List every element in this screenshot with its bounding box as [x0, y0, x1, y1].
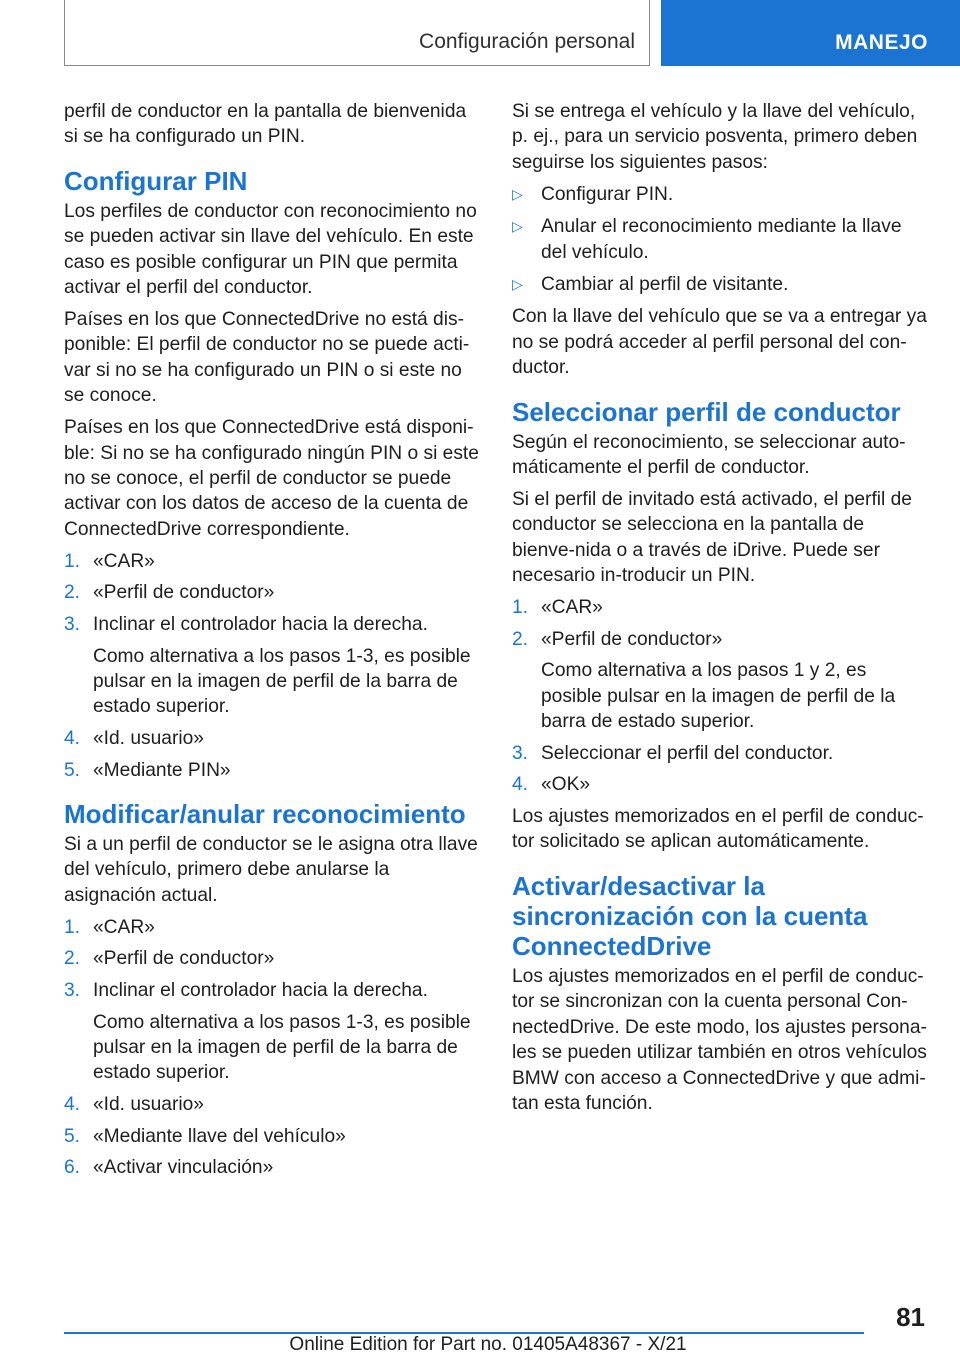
left-column — [64, 99, 482, 1187]
bullet-list — [512, 182, 930, 298]
heading-seleccionar-perfil: Seleccionar perfil de conductor — [512, 396, 901, 427]
paragraph: Los ajustes memorizados en el perfil de conduc‐tor solicitado se aplican automáticamente. — [512, 806, 924, 853]
heading-sincronizacion: Activar/desactivar la sincronización con la cuenta ConnectedDrive — [512, 870, 868, 961]
triangle-bullet-icon: ▷ — [512, 276, 523, 293]
step-item: 1. «CAR» — [512, 597, 603, 619]
heading-configurar-pin: Configurar PIN — [64, 165, 248, 196]
chapter-title: MANEJO — [835, 31, 928, 54]
header-section-box — [64, 0, 650, 66]
step-item: 4. «Id. usuario» — [64, 728, 204, 750]
step-item: 3. Seleccionar el perfil del conductor. — [512, 742, 834, 764]
triangle-bullet-icon: ▷ — [512, 185, 523, 202]
paragraph: Según el reconocimiento, se seleccionar auto‐máticamente el perfil de conductor. — [512, 431, 906, 479]
step-item: 1. «CAR» — [64, 550, 155, 572]
triangle-bullet-icon: ▷ — [512, 218, 523, 235]
step-item: 5. «Mediante PIN» — [64, 759, 231, 781]
step-item: 2. «Perfil de conductor» — [64, 582, 275, 604]
step-item: 5. «Mediante llave del vehículo» — [64, 1125, 346, 1147]
step-item: 4. «Id. usuario» — [64, 1094, 204, 1116]
steps-configurar-pin — [64, 549, 482, 783]
intro-paragraph: perfil de conductor en la pantalla de bienvenida si se ha configurado un PIN. — [64, 101, 467, 148]
paragraph: Los perfiles de conductor con reconocimiento no se pueden activar sin llave del vehículo. En este caso es posible configurar un PIN que permita activar el perfil del conductor. — [64, 200, 477, 299]
step-item: 3. Inclinar el controlador hacia la derecha. Como alternativa a los pasos 1‑3, es posible pulsar en la imagen de perfil de la barra de estado superior. — [64, 612, 482, 720]
bullet-item: ▷ Cambiar al perfil de visitante. — [512, 272, 930, 297]
heading-modificar-reconocimiento: Modificar/anular reconocimiento — [64, 799, 466, 830]
paragraph: Países en los que ConnectedDrive no está dis‐ponible: El perfil de conductor no se puede acti‐var si no se ha configurado un PIN o si este no se conoce. — [64, 309, 470, 407]
steps-modificar-reconocimiento — [64, 915, 482, 1181]
paragraph: Países en los que ConnectedDrive está disponi‐ble: Si no se ha configurado ningún PIN o si este no se conoce, el perfil de conductor se puede activar con los datos de acceso de la cuenta de ConnectedDrive correspondiente. — [64, 417, 479, 540]
paragraph: Los ajustes memorizados en el perfil de conduc‐tor se sincronizan con la cuenta personal Con‐nectedDrive. De este modo, los ajustes persona‐les se pueden utilizar también en otros vehículos BMW con acceso a ConnectedDrive y que admi‐tan esta función. — [512, 965, 927, 1114]
step-item: 4. «OK» — [512, 774, 591, 796]
steps-seleccionar-perfil — [512, 595, 930, 798]
step-note: Como alternativa a los pasos 1 y 2, es posible pulsar en la imagen de perfil de la barra de estado superior. — [541, 660, 896, 733]
paragraph: Si el perfil de invitado está activado, el perfil de conductor se selecciona en la pantalla de bienve‐nida o a través de iDrive. Puede ser necesario in‐troducir un PIN. — [512, 489, 912, 587]
step-item: 3. Inclinar el controlador hacia la derecha. Como alternativa a los pasos 1‑3, es posible pulsar en la imagen de perfil de la barra de estado superior. — [64, 978, 482, 1086]
step-note: Como alternativa a los pasos 1‑3, es posible pulsar en la imagen de perfil de la barra de estado superior. — [93, 1011, 471, 1084]
page-number: 81 — [896, 1302, 925, 1332]
edition-text: Online Edition for Part no. 01405A48367 - X/21 — [289, 1334, 687, 1355]
chapter-tab — [661, 0, 960, 66]
step-note: Como alternativa a los pasos 1‑3, es posible pulsar en la imagen de perfil de la barra de estado superior. — [93, 645, 471, 718]
intro-paragraph: Si se entrega el vehículo y la llave del vehículo, p. ej., para un servicio posventa, primero deben seguirse los siguientes pasos: — [512, 101, 918, 173]
step-item: 6. «Activar vinculación» — [64, 1157, 274, 1179]
bullet-item: ▷ Anular el reconocimiento mediante la llave del vehículo. — [512, 216, 902, 263]
step-item: 1. «CAR» — [64, 916, 155, 938]
paragraph: Con la llave del vehículo que se va a entregar ya no se podrá acceder al perfil personal del con‐ductor. — [512, 306, 927, 379]
step-item: 2. «Perfil de conductor» — [64, 948, 275, 970]
footer-edition — [0, 1334, 960, 1356]
paragraph: Si a un perfil de conductor se le asigna otra llave del vehículo, primero debe anularse la asignación actual. — [64, 834, 478, 906]
step-item: 2. «Perfil de conductor» Como alternativa a los pasos 1 y 2, es posible pulsar en la imagen de perfil de la barra de estado superior. — [512, 627, 930, 735]
right-column — [512, 99, 930, 1123]
section-title: Configuración personal — [419, 30, 635, 53]
bullet-item: ▷ Configurar PIN. — [512, 182, 930, 207]
